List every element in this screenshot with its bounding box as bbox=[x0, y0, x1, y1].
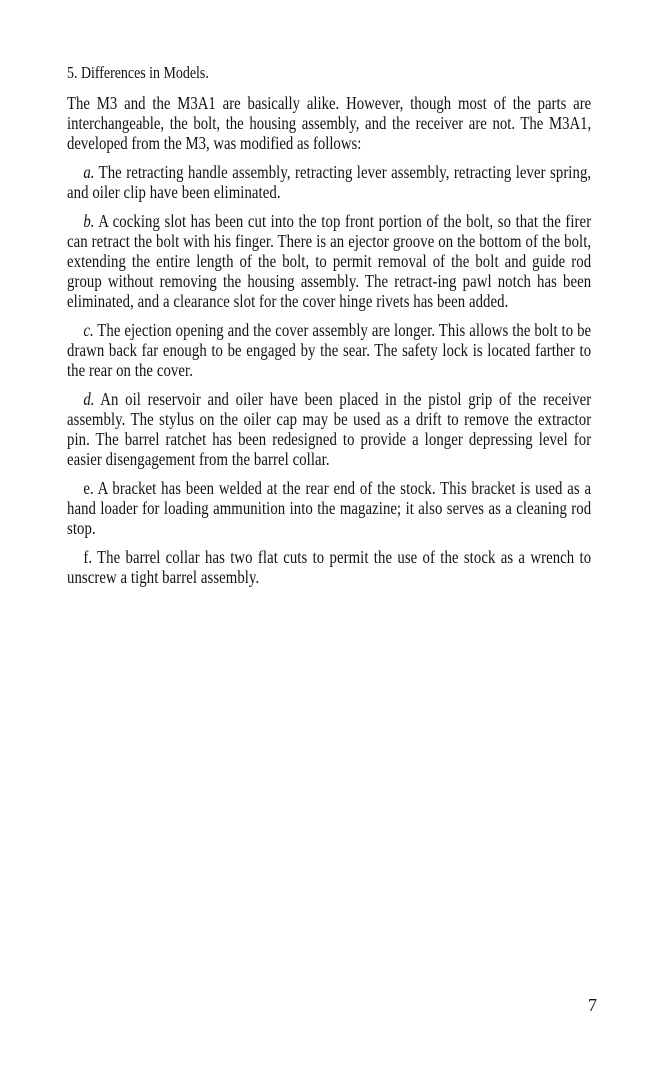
item-d-text: An oil reservoir and oiler have been placed in the pistol grip of the receiver assembly. The stylus on the oiler cap may be used as a drift to remove the extractor pin. The barrel ratchet has been redesigned to provide a longer depressing level for easier disengagement from the barrel collar. bbox=[67, 389, 592, 469]
item-e-wrapper bbox=[67, 478, 591, 538]
page-content bbox=[67, 62, 591, 596]
item-d-wrapper bbox=[67, 389, 591, 469]
item-d-paragraph bbox=[67, 389, 591, 469]
item-a-text: The retracting handle assembly, retracting lever assembly, retracting lever spring, and oiler clip have been eliminated. bbox=[67, 162, 592, 202]
item-e-text: A bracket has been welded at the rear end of the stock. This bracket is used as a hand loader for loading ammunition into the magazine; it also serves as a cleaning rod stop. bbox=[67, 478, 592, 538]
item-b-wrapper bbox=[67, 211, 591, 311]
item-c-marker: c. bbox=[83, 320, 94, 340]
item-f-marker: f. bbox=[83, 547, 93, 567]
item-b-paragraph bbox=[67, 211, 591, 311]
item-e-paragraph bbox=[67, 478, 591, 538]
item-f-wrapper bbox=[67, 547, 591, 587]
item-a-marker: a. bbox=[83, 162, 95, 182]
item-b-marker: b. bbox=[83, 211, 95, 231]
page-number: 7 bbox=[588, 995, 597, 1015]
item-f-paragraph bbox=[67, 547, 591, 587]
item-b-text: A cocking slot has been cut into the top front portion of the bolt, so that the firer can retract the bolt with his finger. There is an ejector groove on the bottom of the bolt, extending the entire length of the bolt, to permit removal of the bolt and guide rod group without removing the housing assembly. The retract-ing pawl notch has been eliminated, and a clearance slot for the cover hinge rivets has been added. bbox=[67, 211, 592, 311]
item-c-paragraph bbox=[67, 320, 591, 380]
item-e-marker: e. bbox=[83, 478, 94, 498]
item-f-text: The barrel collar has two flat cuts to permit the use of the stock as a wrench to unscrew a tight barrel assembly. bbox=[67, 547, 592, 587]
intro-paragraph bbox=[67, 93, 591, 153]
item-d-marker: d. bbox=[83, 389, 95, 409]
item-a-paragraph bbox=[67, 162, 591, 202]
item-c-text: The ejection opening and the cover assembly are longer. This allows the bolt to be drawn back far enough to be engaged by the sear. The safety lock is located farther to the rear on the cover. bbox=[67, 320, 592, 380]
item-a-wrapper bbox=[67, 162, 591, 202]
intro-text: The M3 and the M3A1 are basically alike. However, though most of the parts are interchangeable, the bolt, the housing assembly, and the receiver are not. The M3A1, developed from the M3, was modified as follows: bbox=[67, 93, 592, 153]
section-heading: 5. Differences in Models. bbox=[67, 63, 209, 82]
item-c-wrapper bbox=[67, 320, 591, 380]
